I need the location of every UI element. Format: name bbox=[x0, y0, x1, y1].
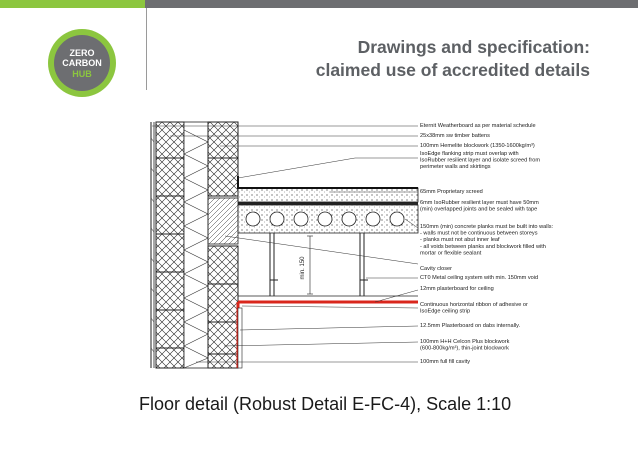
dimension-label: min. 150 bbox=[300, 256, 306, 280]
cavity-insulation bbox=[184, 122, 208, 368]
annotation-label bbox=[420, 359, 470, 365]
annotation-labels bbox=[420, 123, 554, 365]
annotation-label bbox=[420, 143, 535, 149]
annotation-line: (600-800kg/m³), thin-joint blockwork bbox=[420, 345, 509, 352]
annotation-line: 150mm (min) concrete planks must be built into walls: bbox=[420, 224, 554, 230]
header-divider bbox=[146, 8, 147, 90]
annotation-line: 25x38mm sw timber battens bbox=[420, 133, 490, 139]
ceiling-void-dimension bbox=[300, 236, 313, 294]
annotation-label bbox=[420, 189, 483, 195]
inner-leaf-blockwork bbox=[208, 122, 238, 368]
page-title bbox=[250, 36, 590, 82]
outer-leaf-blockwork bbox=[156, 122, 184, 368]
resilient-layer bbox=[238, 202, 418, 205]
logo-text-carbon: CARBON bbox=[62, 58, 102, 68]
logo-text-hub: HUB bbox=[72, 69, 92, 79]
page-title-line-2: claimed use of accredited details bbox=[315, 60, 590, 80]
logo-text-zero: ZERO bbox=[69, 48, 95, 58]
annotation-label bbox=[420, 323, 520, 329]
annotation-label bbox=[420, 339, 510, 352]
annotation-label bbox=[420, 275, 538, 281]
annotation-line: 6mm IsoRubber resilient layer must have 50mm bbox=[420, 200, 539, 206]
internal-plasterboard bbox=[238, 308, 242, 368]
annotation-line: IsoEdge flanking strip must overlap with bbox=[420, 151, 519, 157]
annotation-line: 100mm full fill cavity bbox=[420, 359, 471, 365]
top-bar-green-segment bbox=[0, 0, 145, 8]
metal-ceiling-system bbox=[270, 233, 368, 296]
annotation-line: IsoRubber resilient layer and isolate screed from bbox=[420, 157, 541, 164]
annotation-line: 65mm Proprietary screed bbox=[420, 189, 483, 195]
annotation-line: perimeter walls and skirtings bbox=[420, 164, 491, 171]
annotation-label bbox=[420, 224, 554, 256]
annotation-line: mortar or flexible sealant bbox=[420, 250, 482, 257]
concrete-planks bbox=[238, 205, 418, 233]
annotation-line: 12.5mm Plasterboard on dabs internally. bbox=[420, 323, 521, 329]
annotation-line: Continuous horizontal ribbon of adhesive or bbox=[420, 302, 528, 308]
annotation-line: 12mm plasterboard for ceiling bbox=[420, 286, 494, 292]
annotation-line: CT0 Metal ceiling system with min. 150mm void bbox=[420, 275, 539, 281]
plasterboard-ceiling bbox=[238, 302, 418, 368]
annotation-line: IsoEdge ceiling strip bbox=[420, 308, 471, 315]
annotation-label bbox=[420, 302, 528, 315]
screed-layer bbox=[238, 188, 418, 202]
weatherboard-cladding bbox=[151, 122, 154, 368]
annotation-line: - planks must not abut inner leaf bbox=[420, 237, 500, 244]
annotation-line: Cavity closer bbox=[420, 266, 453, 272]
annotation-label bbox=[420, 286, 494, 292]
zero-carbon-hub-logo bbox=[47, 28, 117, 98]
annotation-line: Eternit Weatherboard as per material schedule bbox=[420, 123, 536, 129]
annotation-label bbox=[420, 133, 490, 139]
annotation-line: (min) overlapped joints and be sealed with tape bbox=[420, 206, 538, 213]
annotation-line: - walls must not be continuous between storeys bbox=[420, 230, 538, 237]
annotation-label bbox=[420, 151, 540, 170]
floor-detail-drawing bbox=[150, 118, 610, 376]
page-title-line-1: Drawings and specification: bbox=[357, 37, 590, 57]
annotation-label bbox=[420, 123, 536, 129]
annotation-line: 100mm H+H Celcon Plus blockwork bbox=[420, 339, 510, 345]
annotation-label bbox=[420, 200, 539, 213]
drawing-caption: Floor detail (Robust Detail E-FC-4), Scale 1:10 bbox=[139, 394, 512, 414]
annotation-line: 100mm Hemelite blockwork (1350-1600kg/m³) bbox=[420, 143, 535, 149]
annotation-line: - all voids between planks and blockwork filled with bbox=[420, 243, 546, 250]
isoedge-flanking-strip bbox=[238, 176, 418, 188]
annotation-label bbox=[420, 266, 452, 272]
top-bar-grey-segment bbox=[145, 0, 638, 8]
